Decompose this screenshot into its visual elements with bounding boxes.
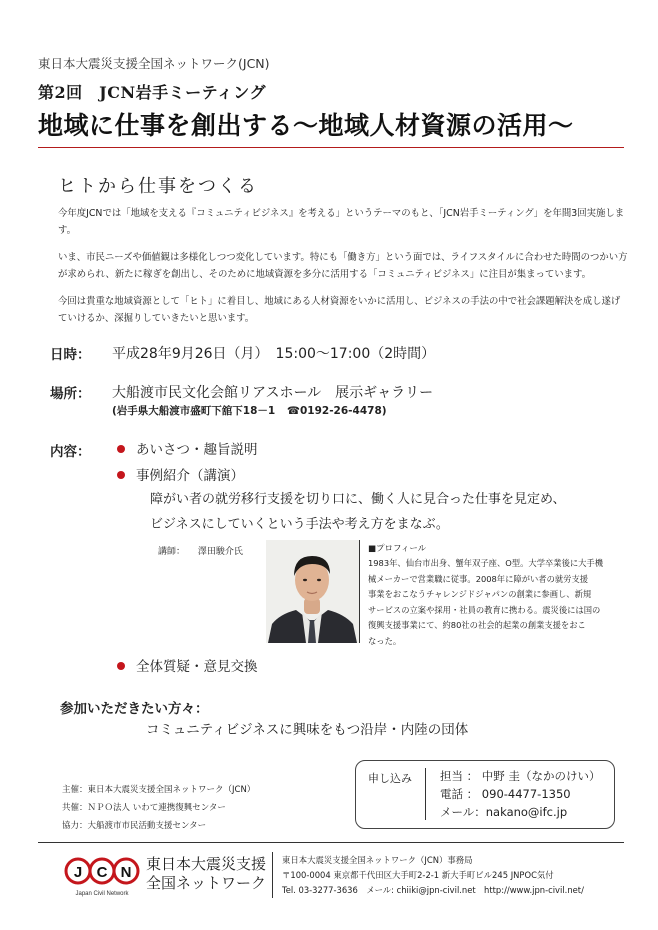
profile-heading: ■プロフィール xyxy=(368,544,427,554)
footer-info xyxy=(282,853,584,898)
venue-label: 場所： xyxy=(50,386,91,402)
bullet-icon xyxy=(117,662,125,670)
profile-line: 事業をおこなうチャレンジドジャパンの創業に参画し、新規 xyxy=(368,589,592,599)
profile-line: 1983年、仙台市出身、蟹年双子座、O型。大学卒業後に大手機 xyxy=(368,558,604,568)
intro-text xyxy=(58,205,628,337)
venue-address xyxy=(112,403,387,418)
footer-org-name xyxy=(146,855,266,893)
event-subtitle: 第2回 JCN岩手ミーティング xyxy=(38,83,266,102)
bullet-icon xyxy=(117,471,125,479)
lecturer-portrait-image xyxy=(266,540,359,643)
content-item: 全体質疑・意見交換 xyxy=(136,659,258,675)
sponsor-host: 主催：東日本大震災支援全国ネットワーク（JCN） xyxy=(62,785,256,795)
profile-line: 復興支援事業にて、約80社の社会的起業の創業支援をおこ xyxy=(368,620,586,630)
case-description xyxy=(150,487,620,537)
participants-heading: 参加いただきたい方々： xyxy=(60,701,209,717)
datetime-label: 日時： xyxy=(50,347,91,363)
case-description-line: 障がい者の就労移行支援を切り口に、働く人に見合った仕事を見定め、 xyxy=(150,492,566,507)
svg-text:C: C xyxy=(96,864,108,881)
event-title: 地域に仕事を創出する～地域人材資源の活用～ xyxy=(38,111,574,140)
footer-info-line: 〒100-0004 東京都千代田区大手町2-2-1 新大手町ビル245 JNPOC気付 xyxy=(282,870,554,880)
sponsor-cohost: 共催：ＮＰＯ法人 いわて連携復興センター xyxy=(62,803,226,813)
profile-line: サービスの立案や採用・社員の教育に携わる。震災後には国の xyxy=(368,604,601,615)
contact-divider xyxy=(425,768,426,820)
svg-text:N: N xyxy=(120,864,132,881)
footer-info-line: Tel. 03-3277-3636 メール: chiiki@jpn-civil.net http://www.jpn-civil.net/ xyxy=(282,885,584,895)
lecturer-label: 講師： xyxy=(158,547,186,557)
profile-line: なった。 xyxy=(368,635,402,646)
footer-org-line: 東日本大震災支援 xyxy=(146,855,267,873)
phone-icon: ☎ xyxy=(286,405,300,417)
content-item: 事例紹介（講演） xyxy=(136,468,244,484)
lecturer xyxy=(158,544,243,557)
content-label: 内容： xyxy=(50,444,91,460)
profile-line: 械メーカーで営業職に従事。2008年に障がい者の就労支援 xyxy=(368,573,589,584)
title-divider xyxy=(38,147,624,148)
case-description-line: ビジネスにしていくという手法や考え方をまなぶ。 xyxy=(150,517,449,532)
venue-phone: 0192-26-4478) xyxy=(299,405,387,417)
datetime-value: 平成28年9月26日（月） 15:00～17:00（2時間） xyxy=(112,346,436,362)
contact-label: 申し込み xyxy=(368,772,412,785)
content-item: あいさつ・趣旨説明 xyxy=(136,442,258,458)
profile-text xyxy=(368,556,636,649)
footer-divider-vertical xyxy=(272,852,273,898)
svg-text:J: J xyxy=(73,864,83,881)
footer-org-line: 全国ネットワーク xyxy=(146,874,267,892)
sponsor-support: 協力：大船渡市市民活動支援センター xyxy=(62,821,207,831)
intro-paragraph: いま、市民ニーズや価値観は多様化しつつ変化しています。特にも「働き方」という面では、ライフスタイルに合わせた時間のつかい方が求められ、新たに稼ぎを創出し、そのために地域資源を多分に活用する「コミュニティビジネス」に注目が集まっています。 xyxy=(58,252,628,280)
intro-paragraph: 今回は貴重な地域資源として「ヒト」に着目し、地域にある人材資源をいかに活用し、ビジネスの手法の中で社会課題解決を成し遂げていけるか、深掘りしていきたいと思います。 xyxy=(58,296,621,324)
contact-person: 担当 ： 中野 圭（なかのけい） xyxy=(440,769,601,783)
intro-paragraph: 今年度JCNでは「地域を支える『コミュニティビジネス』を考える」というテーマのもと、「JCN岩手ミーティング」を年間3回実施します。 xyxy=(58,208,625,236)
footer-info-line: 東日本大震災支援全国ネットワーク（JCN）事務局 xyxy=(282,855,473,865)
jcn-logo-icon xyxy=(64,852,140,900)
section-heading: ヒトから仕事をつくる xyxy=(58,176,258,197)
venue-street: (岩手県大船渡市盛町下舘下18－1 xyxy=(112,405,276,417)
svg-text:Japan Civil Network: Japan Civil Network xyxy=(75,891,129,897)
lecturer-name: 澤田駿介氏 xyxy=(197,547,243,557)
footer-divider xyxy=(38,842,624,843)
photo-divider xyxy=(359,540,360,643)
contact-email: メール：nakano@ifc.jp xyxy=(440,805,568,819)
lecturer-photo xyxy=(266,540,359,643)
venue-name: 大船渡市民文化会館リアスホール 展示ギャラリー xyxy=(112,385,434,401)
jcn-logo xyxy=(64,852,140,900)
organizer-line: 東日本大震災支援全国ネットワーク(JCN) xyxy=(38,56,270,71)
contact-phone: 電話 ： 090-4477-1350 xyxy=(440,787,571,801)
participants-text: コミュニティビジネスに興味をもつ沿岸・内陸の団体 xyxy=(146,722,469,738)
bullet-icon xyxy=(117,445,125,453)
